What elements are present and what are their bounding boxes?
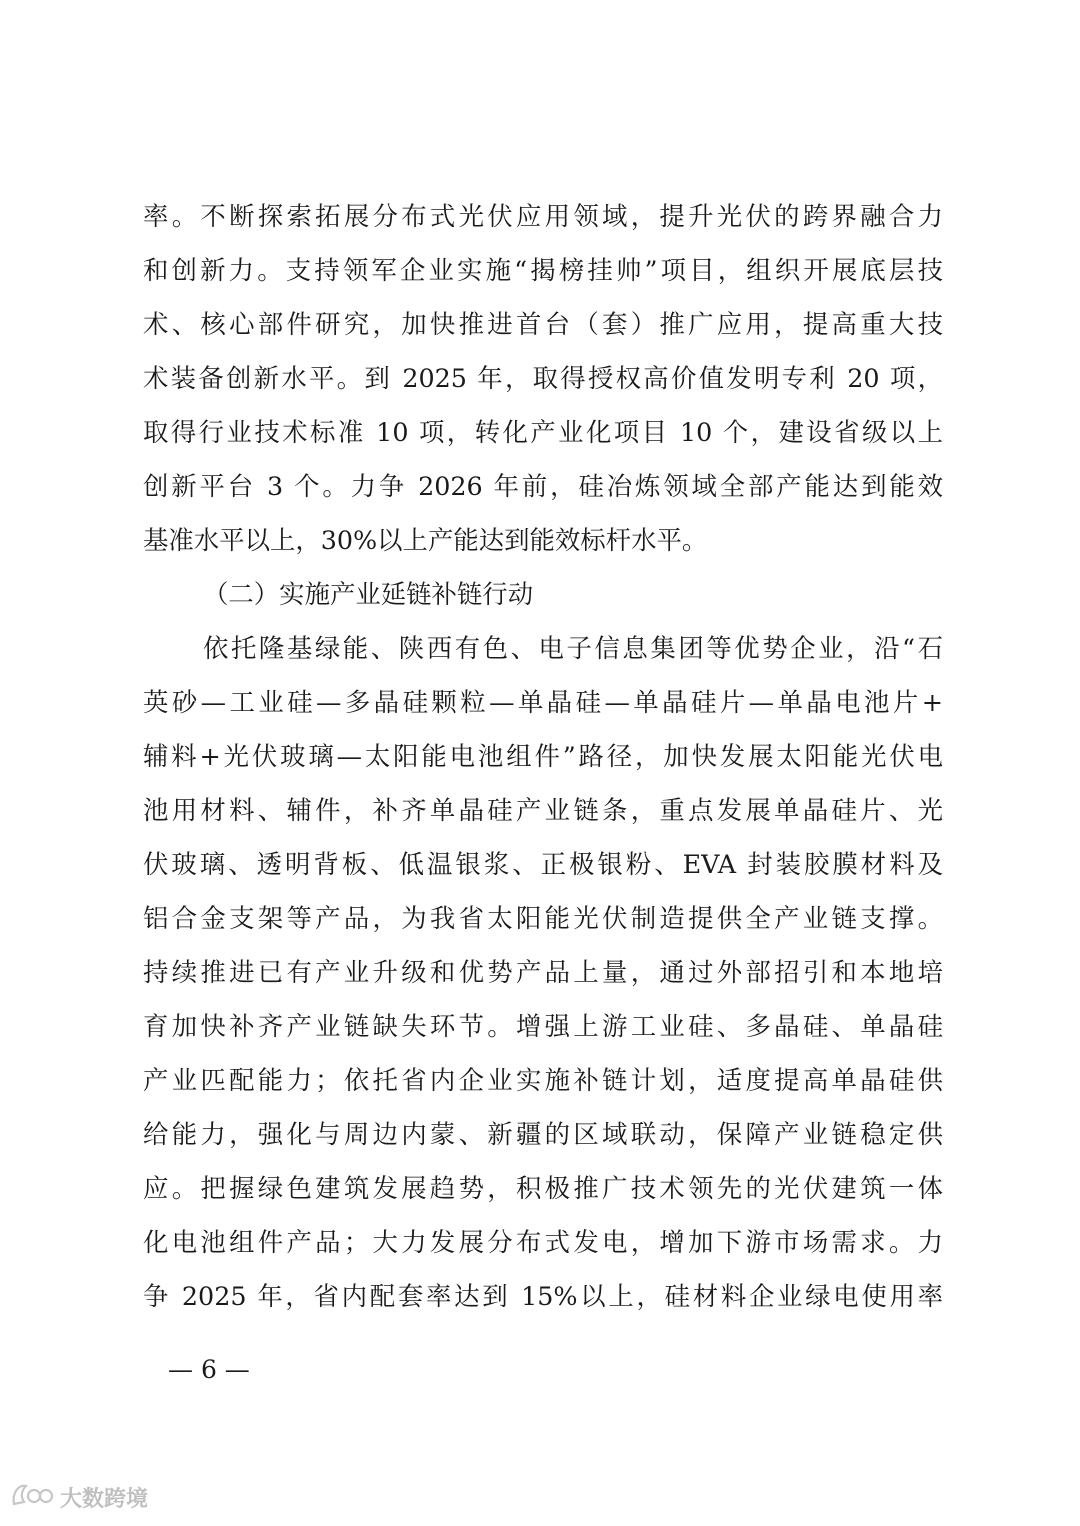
text-line: 应。把握绿色建筑发展趋势，积极推广技术领先的光伏建筑一体 [143,1173,943,1203]
text-line: 争 2025 年，省内配套率达到 15%以上，硅材料企业绿电使用率 [143,1281,943,1311]
text-line: 术装备创新水平。到 2025 年，取得授权高价值发明专利 20 项， [143,363,943,393]
text-line: 术、核心部件研究，加快推进首台（套）推广应用，提高重大技 [143,309,943,339]
text-line: 取得行业技术标准 10 项，转化产业化项目 10 个，建设省级以上 [143,417,943,447]
text-line: 给能力，强化与周边内蒙、新疆的区域联动，保障产业链稳定供 [143,1119,943,1149]
text-line: 依托隆基绿能、陕西有色、电子信息集团等优势企业，沿“石 [203,633,943,663]
text-line: 持续推进已有产业升级和优势产品上量，通过外部招引和本地培 [143,957,943,987]
text-line: 和创新力。支持领军企业实施“揭榜挂帅”项目，组织开展底层技 [143,255,943,285]
text-line: 育加快补齐产业链缺失环节。增强上游工业硅、多晶硅、单晶硅 [143,1011,943,1041]
text-line: 辅料+光伏玻璃—太阳能电池组件”路径，加快发展太阳能光伏电 [143,741,943,771]
text-line: 基准水平以上，30%以上产能达到能效标杆水平。 [143,525,708,555]
text-line: 化电池组件产品；大力发展分布式发电，增加下游市场需求。力 [143,1227,943,1257]
text-line: 率。不断探索拓展分布式光伏应用领域，提升光伏的跨界融合力 [143,201,943,231]
text-line: 创新平台 3 个。力争 2026 年前，硅冶炼领域全部产能达到能效 [143,471,943,501]
text-line: 铝合金支架等产品，为我省太阳能光伏制造提供全产业链支撑。 [143,903,943,933]
section-heading: （二）实施产业延链补链行动 [203,579,534,609]
text-line: 伏玻璃、透明背板、低温银浆、正极银粉、EVA 封装胶膜材料及 [143,849,943,879]
page-number: — 6 — [168,1355,250,1384]
text-line: 英砂—工业硅—多晶硅颗粒—单晶硅—单晶硅片—单晶电池片+ [143,687,943,717]
watermark [10,1480,148,1514]
watermark-logo-icon [10,1480,54,1514]
text-line: 产业匹配能力；依托省内企业实施补链计划，适度提高单晶硅供 [143,1065,943,1095]
text-line: 池用材料、辅件，补齐单晶硅产业链条，重点发展单晶硅片、光 [143,795,943,825]
watermark-text: 大数跨境 [60,1486,149,1512]
